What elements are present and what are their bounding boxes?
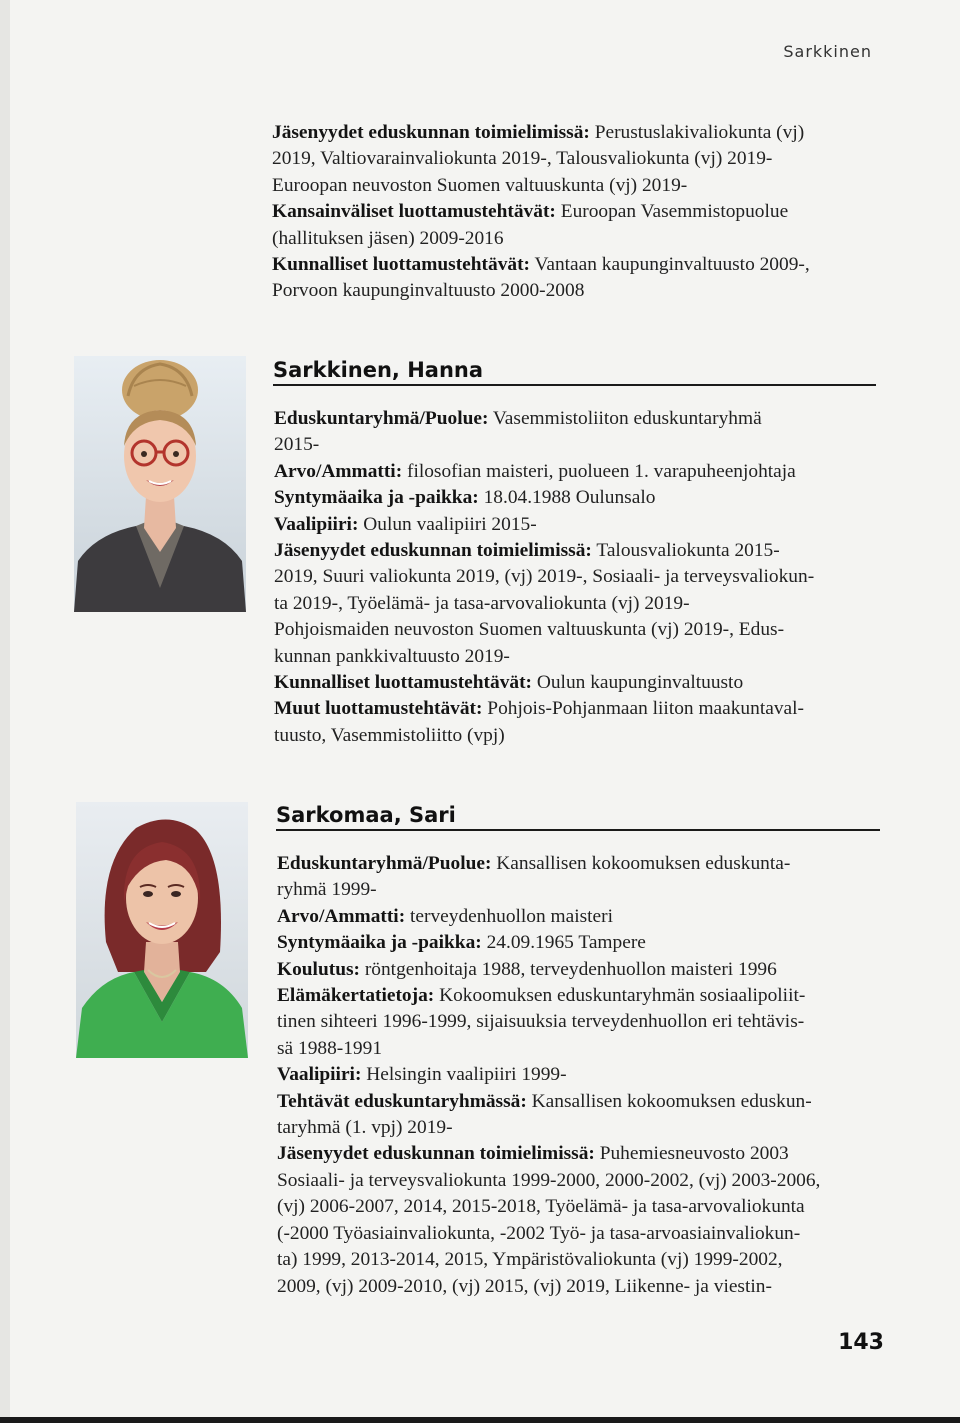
entry-line: (-2000 Työasiainvaliokunta, -2002 Työ- ja tasa-arvoasiainvaliokun- [277, 1222, 801, 1244]
person-name: Sarkkinen, Hanna [273, 358, 484, 382]
entry-line: Jäsenyydet eduskunnan toimielimissä: Perustuslakivaliokunta (vj) [272, 122, 805, 143]
entry-line: taryhmä (1. vpj) 2019- [277, 1117, 453, 1139]
entry-line: Elämäkertatietoja: Kokoomuksen eduskuntaryhmän sosiaalipoliit- [277, 985, 806, 1007]
entry-label: Elämäkertatietoja: [277, 985, 435, 1007]
entry-line: Jäsenyydet eduskunnan toimielimissä: Puhemiesneuvosto 2003 [277, 1143, 789, 1165]
entry-line: tinen sihteeri 1996-1999, sijaisuuksia terveydenhuollon eri tehtävis- [277, 1011, 805, 1033]
entry-line: kunnan pankkivaltuusto 2019- [274, 645, 510, 667]
page-number: 143 [838, 1330, 884, 1355]
name-rule [276, 829, 880, 831]
entry-line: ryhmä 1999- [277, 879, 377, 901]
entry-line: 2015- [274, 434, 320, 456]
entry-label: Vaalipiiri: [274, 513, 359, 535]
name-rule [273, 384, 876, 386]
entry-label: Muut luottamustehtävät: [274, 698, 483, 720]
entry-line: Eduskuntaryhmä/Puolue: Kansallisen kokoomuksen eduskunta- [277, 853, 791, 874]
entry-label: Eduskuntaryhmä/Puolue: [277, 853, 492, 874]
entry-line: 2019, Valtiovarainvaliokunta 2019-, Talousvaliokunta (vj) 2019- [272, 148, 773, 170]
entry-label: Jäsenyydet eduskunnan toimielimissä: [272, 122, 590, 143]
entry-label: Koulutus: [277, 958, 360, 980]
intro-block [272, 120, 882, 305]
entry-line: Syntymäaika ja -paikka: 24.09.1965 Tampere [277, 932, 646, 954]
entry-label: Jäsenyydet eduskunnan toimielimissä: [274, 540, 592, 562]
entry-line: 2019, Suuri valiokunta 2019, (vj) 2019-, Sosiaali- ja terveysvaliokun- [274, 566, 815, 588]
entry-label: Arvo/Ammatti: [274, 460, 403, 482]
entry-line: Jäsenyydet eduskunnan toimielimissä: Talousvaliokunta 2015- [274, 540, 780, 562]
running-head: Sarkkinen [783, 42, 872, 61]
entry-line: Arvo/Ammatti: terveydenhuollon maisteri [277, 905, 614, 927]
entry-line: tuusto, Vasemmistoliitto (vpj) [274, 724, 505, 746]
entry-line: (hallituksen jäsen) 2009-2016 [272, 227, 504, 249]
entry-line: Tehtävät eduskuntaryhmässä: Kansallisen kokoomuksen eduskun- [277, 1090, 812, 1112]
entry-line: Euroopan neuvoston Suomen valtuuskunta (vj) 2019- [272, 174, 688, 196]
entry-line: ta 2019-, Työelämä- ja tasa-arvovaliokunta (vj) 2019- [274, 592, 690, 614]
entry-line: ta) 1999, 2013-2014, 2015, Ympäristövaliokunta (vj) 1999-2002, [277, 1249, 783, 1271]
entry-line: sä 1988-1991 [277, 1037, 383, 1059]
entry-line: Muut luottamustehtävät: Pohjois-Pohjanmaan liiton maakuntaval- [274, 698, 804, 720]
entry-line: Vaalipiiri: Oulun vaalipiiri 2015- [274, 513, 537, 535]
entry-label: Kunnalliset luottamustehtävät: [274, 672, 533, 694]
entry-label: Kansainväliset luottamustehtävät: [272, 201, 556, 223]
entry-line: (vj) 2006-2007, 2014, 2015-2018, Työelämä- ja tasa-arvovaliokunta [277, 1196, 805, 1218]
entry-line: Eduskuntaryhmä/Puolue: Vasemmistoliiton eduskuntaryhmä [274, 408, 762, 429]
portrait-hanna [74, 356, 246, 612]
entry-line: Koulutus: röntgenhoitaja 1988, terveydenhuollon maisteri 1996 [277, 958, 777, 980]
entry-line: Sosiaali- ja terveysvaliokunta 1999-2000, 2000-2002, (vj) 2003-2006, [277, 1169, 821, 1191]
entry-line: Arvo/Ammatti: filosofian maisteri, puolueen 1. varapuheenjohtaja [274, 460, 796, 482]
entry-line: Porvoon kaupunginvaltuusto 2000-2008 [272, 280, 585, 302]
entry-line: Syntymäaika ja -paikka: 18.04.1988 Oulunsalo [274, 487, 656, 509]
entry-label: Eduskuntaryhmä/Puolue: [274, 408, 489, 429]
person-entries [274, 406, 884, 749]
entry-label: Vaalipiiri: [277, 1064, 362, 1086]
entry-label: Tehtävät eduskuntaryhmässä: [277, 1090, 527, 1112]
person-name: Sarkomaa, Sari [276, 803, 456, 827]
entry-line: Kansainväliset luottamustehtävät: Euroopan Vasemmistopuolue [272, 201, 789, 223]
person-entries [277, 851, 889, 1300]
entry-line: Pohjoismaiden neuvoston Suomen valtuuskunta (vj) 2019-, Edus- [274, 619, 785, 641]
entry-label: Kunnalliset luottamustehtävät: [272, 254, 531, 276]
entry-line: 2009, (vj) 2009-2010, (vj) 2015, (vj) 2019, Liikenne- ja viestin- [277, 1275, 772, 1297]
entry-label: Syntymäaika ja -paikka: [274, 487, 479, 509]
entry-label: Jäsenyydet eduskunnan toimielimissä: [277, 1143, 595, 1165]
entry-line: Vaalipiiri: Helsingin vaalipiiri 1999- [277, 1064, 567, 1086]
page-bottom-edge [0, 1417, 960, 1423]
page-edge [0, 0, 10, 1423]
entry-label: Syntymäaika ja -paikka: [277, 932, 482, 954]
portrait-sari [76, 802, 248, 1058]
entry-label: Arvo/Ammatti: [277, 905, 406, 927]
entry-line: Kunnalliset luottamustehtävät: Vantaan kaupunginvaltuusto 2009-, [272, 254, 810, 276]
entry-line: Kunnalliset luottamustehtävät: Oulun kaupunginvaltuusto [274, 672, 744, 694]
